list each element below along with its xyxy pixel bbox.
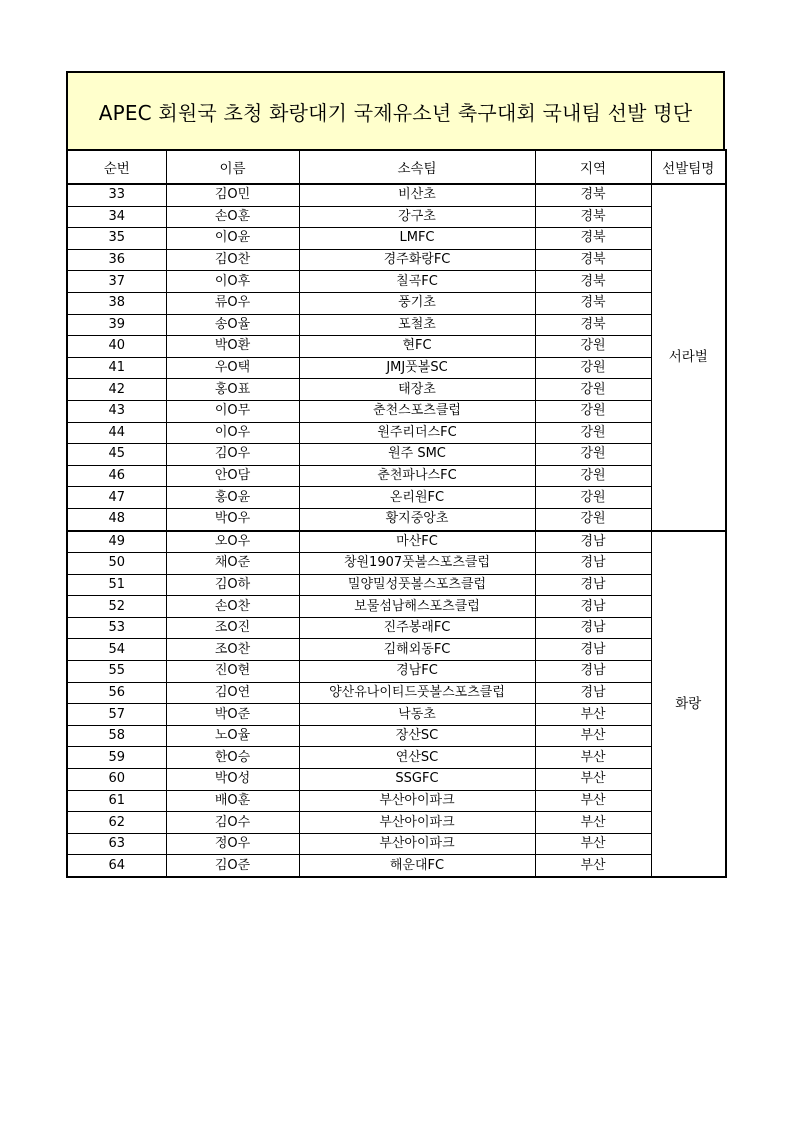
player-region: 부산 — [535, 812, 651, 834]
player-name: 노O율 — [166, 725, 299, 747]
player-club: 경남FC — [299, 661, 535, 683]
roster-body — [67, 184, 726, 877]
player-number: 43 — [67, 400, 166, 422]
player-number: 58 — [67, 725, 166, 747]
player-number: 50 — [67, 553, 166, 575]
player-number: 54 — [67, 639, 166, 661]
player-region: 부산 — [535, 855, 651, 877]
player-number: 55 — [67, 661, 166, 683]
player-club: 밀양밀성풋볼스포츠클럽 — [299, 574, 535, 596]
table-row — [67, 855, 726, 877]
table-row — [67, 596, 726, 618]
table-row — [67, 769, 726, 791]
player-number: 62 — [67, 812, 166, 834]
player-number: 39 — [67, 314, 166, 336]
player-name: 박O성 — [166, 769, 299, 791]
player-region: 부산 — [535, 725, 651, 747]
table-row — [67, 465, 726, 487]
player-club: 진주봉래FC — [299, 617, 535, 639]
player-number: 44 — [67, 422, 166, 444]
selection-team-name: 서라벌 — [651, 184, 726, 531]
player-region: 강원 — [535, 422, 651, 444]
player-region: 경남 — [535, 639, 651, 661]
player-name: 송O율 — [166, 314, 299, 336]
player-name: 김O준 — [166, 855, 299, 877]
player-number: 37 — [67, 271, 166, 293]
player-name: 박O준 — [166, 704, 299, 726]
table-row — [67, 833, 726, 855]
player-name: 김O찬 — [166, 249, 299, 271]
player-region: 부산 — [535, 790, 651, 812]
player-name: 김O수 — [166, 812, 299, 834]
player-club: JMJ풋볼SC — [299, 357, 535, 379]
player-name: 김O하 — [166, 574, 299, 596]
roster-table — [66, 149, 727, 878]
player-region: 강원 — [535, 508, 651, 530]
player-number: 45 — [67, 444, 166, 466]
player-name: 안O담 — [166, 465, 299, 487]
player-name: 조O진 — [166, 617, 299, 639]
player-number: 52 — [67, 596, 166, 618]
player-number: 35 — [67, 228, 166, 250]
player-club: 춘천스포츠클럽 — [299, 400, 535, 422]
table-row — [67, 184, 726, 206]
roster-sheet — [66, 71, 725, 878]
table-row — [67, 553, 726, 575]
player-club: 원주 SMC — [299, 444, 535, 466]
player-club: 김해외동FC — [299, 639, 535, 661]
table-row — [67, 661, 726, 683]
player-club: 풍기초 — [299, 292, 535, 314]
player-club: 해운대FC — [299, 855, 535, 877]
table-row — [67, 422, 726, 444]
player-number: 36 — [67, 249, 166, 271]
player-name: 조O찬 — [166, 639, 299, 661]
player-number: 59 — [67, 747, 166, 769]
player-number: 60 — [67, 769, 166, 791]
player-club: 황지중앙초 — [299, 508, 535, 530]
table-row — [67, 574, 726, 596]
player-club: 원주리더스FC — [299, 422, 535, 444]
table-row — [67, 228, 726, 250]
player-club: 비산초 — [299, 184, 535, 206]
player-region: 경남 — [535, 682, 651, 704]
column-header-number: 순번 — [67, 150, 166, 184]
player-club: 경주화랑FC — [299, 249, 535, 271]
player-club: 장산SC — [299, 725, 535, 747]
player-region: 경남 — [535, 617, 651, 639]
player-region: 경남 — [535, 596, 651, 618]
player-club: 부산아이파크 — [299, 833, 535, 855]
player-club: LMFC — [299, 228, 535, 250]
player-region: 경북 — [535, 271, 651, 293]
player-number: 57 — [67, 704, 166, 726]
player-region: 경남 — [535, 661, 651, 683]
header-row — [67, 150, 726, 184]
player-club: SSGFC — [299, 769, 535, 791]
player-number: 64 — [67, 855, 166, 877]
table-row — [67, 292, 726, 314]
player-club: 마산FC — [299, 531, 535, 553]
player-name: 손O훈 — [166, 206, 299, 228]
table-row — [67, 336, 726, 358]
player-name: 진O현 — [166, 661, 299, 683]
player-club: 창원1907풋볼스포츠클럽 — [299, 553, 535, 575]
player-region: 경북 — [535, 249, 651, 271]
player-name: 김O민 — [166, 184, 299, 206]
player-club: 태장초 — [299, 379, 535, 401]
table-row — [67, 379, 726, 401]
player-region: 부산 — [535, 833, 651, 855]
selection-team-name: 화랑 — [651, 531, 726, 878]
player-name: 박O환 — [166, 336, 299, 358]
player-name: 이O우 — [166, 422, 299, 444]
table-row — [67, 531, 726, 553]
player-region: 경북 — [535, 314, 651, 336]
player-region: 경남 — [535, 553, 651, 575]
table-row — [67, 682, 726, 704]
table-row — [67, 400, 726, 422]
table-row — [67, 747, 726, 769]
player-club: 강구초 — [299, 206, 535, 228]
player-name: 류O우 — [166, 292, 299, 314]
player-region: 강원 — [535, 400, 651, 422]
player-club: 포철초 — [299, 314, 535, 336]
table-row — [67, 249, 726, 271]
player-number: 49 — [67, 531, 166, 553]
player-region: 경북 — [535, 228, 651, 250]
table-row — [67, 206, 726, 228]
player-number: 33 — [67, 184, 166, 206]
player-number: 53 — [67, 617, 166, 639]
player-name: 홍O윤 — [166, 487, 299, 509]
player-club: 춘천파나스FC — [299, 465, 535, 487]
table-row — [67, 704, 726, 726]
player-club: 연산SC — [299, 747, 535, 769]
player-number: 42 — [67, 379, 166, 401]
player-number: 41 — [67, 357, 166, 379]
player-number: 34 — [67, 206, 166, 228]
player-name: 이O후 — [166, 271, 299, 293]
column-header-name: 이름 — [166, 150, 299, 184]
player-region: 강원 — [535, 336, 651, 358]
player-region: 경남 — [535, 574, 651, 596]
player-club: 낙동초 — [299, 704, 535, 726]
table-row — [67, 444, 726, 466]
table-row — [67, 790, 726, 812]
player-name: 이O윤 — [166, 228, 299, 250]
player-region: 강원 — [535, 465, 651, 487]
column-header-club: 소속팀 — [299, 150, 535, 184]
player-number: 40 — [67, 336, 166, 358]
player-club: 보물섬남해스포츠클럽 — [299, 596, 535, 618]
player-name: 손O찬 — [166, 596, 299, 618]
player-name: 홍O표 — [166, 379, 299, 401]
player-region: 경북 — [535, 184, 651, 206]
table-row — [67, 487, 726, 509]
player-club: 부산아이파크 — [299, 790, 535, 812]
table-row — [67, 508, 726, 530]
table-row — [67, 357, 726, 379]
player-number: 51 — [67, 574, 166, 596]
player-name: 박O우 — [166, 508, 299, 530]
player-region: 강원 — [535, 487, 651, 509]
player-name: 정O우 — [166, 833, 299, 855]
player-club: 부산아이파크 — [299, 812, 535, 834]
player-region: 부산 — [535, 704, 651, 726]
player-club: 칠곡FC — [299, 271, 535, 293]
player-number: 63 — [67, 833, 166, 855]
player-region: 경남 — [535, 531, 651, 553]
player-name: 채O준 — [166, 553, 299, 575]
player-region: 강원 — [535, 357, 651, 379]
player-number: 61 — [67, 790, 166, 812]
player-region: 경북 — [535, 292, 651, 314]
player-number: 47 — [67, 487, 166, 509]
player-name: 한O승 — [166, 747, 299, 769]
player-name: 배O훈 — [166, 790, 299, 812]
player-number: 48 — [67, 508, 166, 530]
document-title: APEC 회원국 초청 화랑대기 국제유소년 축구대회 국내팀 선발 명단 — [66, 71, 725, 149]
table-row — [67, 725, 726, 747]
player-name: 김O우 — [166, 444, 299, 466]
player-region: 강원 — [535, 379, 651, 401]
table-row — [67, 314, 726, 336]
table-row — [67, 617, 726, 639]
player-club: 양산유나이티드풋볼스포츠클럽 — [299, 682, 535, 704]
player-region: 강원 — [535, 444, 651, 466]
player-name: 이O무 — [166, 400, 299, 422]
player-number: 38 — [67, 292, 166, 314]
column-header-team: 선발팀명 — [651, 150, 726, 184]
player-region: 부산 — [535, 747, 651, 769]
column-header-region: 지역 — [535, 150, 651, 184]
player-number: 56 — [67, 682, 166, 704]
player-name: 김O연 — [166, 682, 299, 704]
table-row — [67, 812, 726, 834]
player-number: 46 — [67, 465, 166, 487]
table-row — [67, 639, 726, 661]
player-name: 우O택 — [166, 357, 299, 379]
player-region: 경북 — [535, 206, 651, 228]
table-row — [67, 271, 726, 293]
player-club: 현FC — [299, 336, 535, 358]
player-name: 오O우 — [166, 531, 299, 553]
player-region: 부산 — [535, 769, 651, 791]
player-club: 온리원FC — [299, 487, 535, 509]
